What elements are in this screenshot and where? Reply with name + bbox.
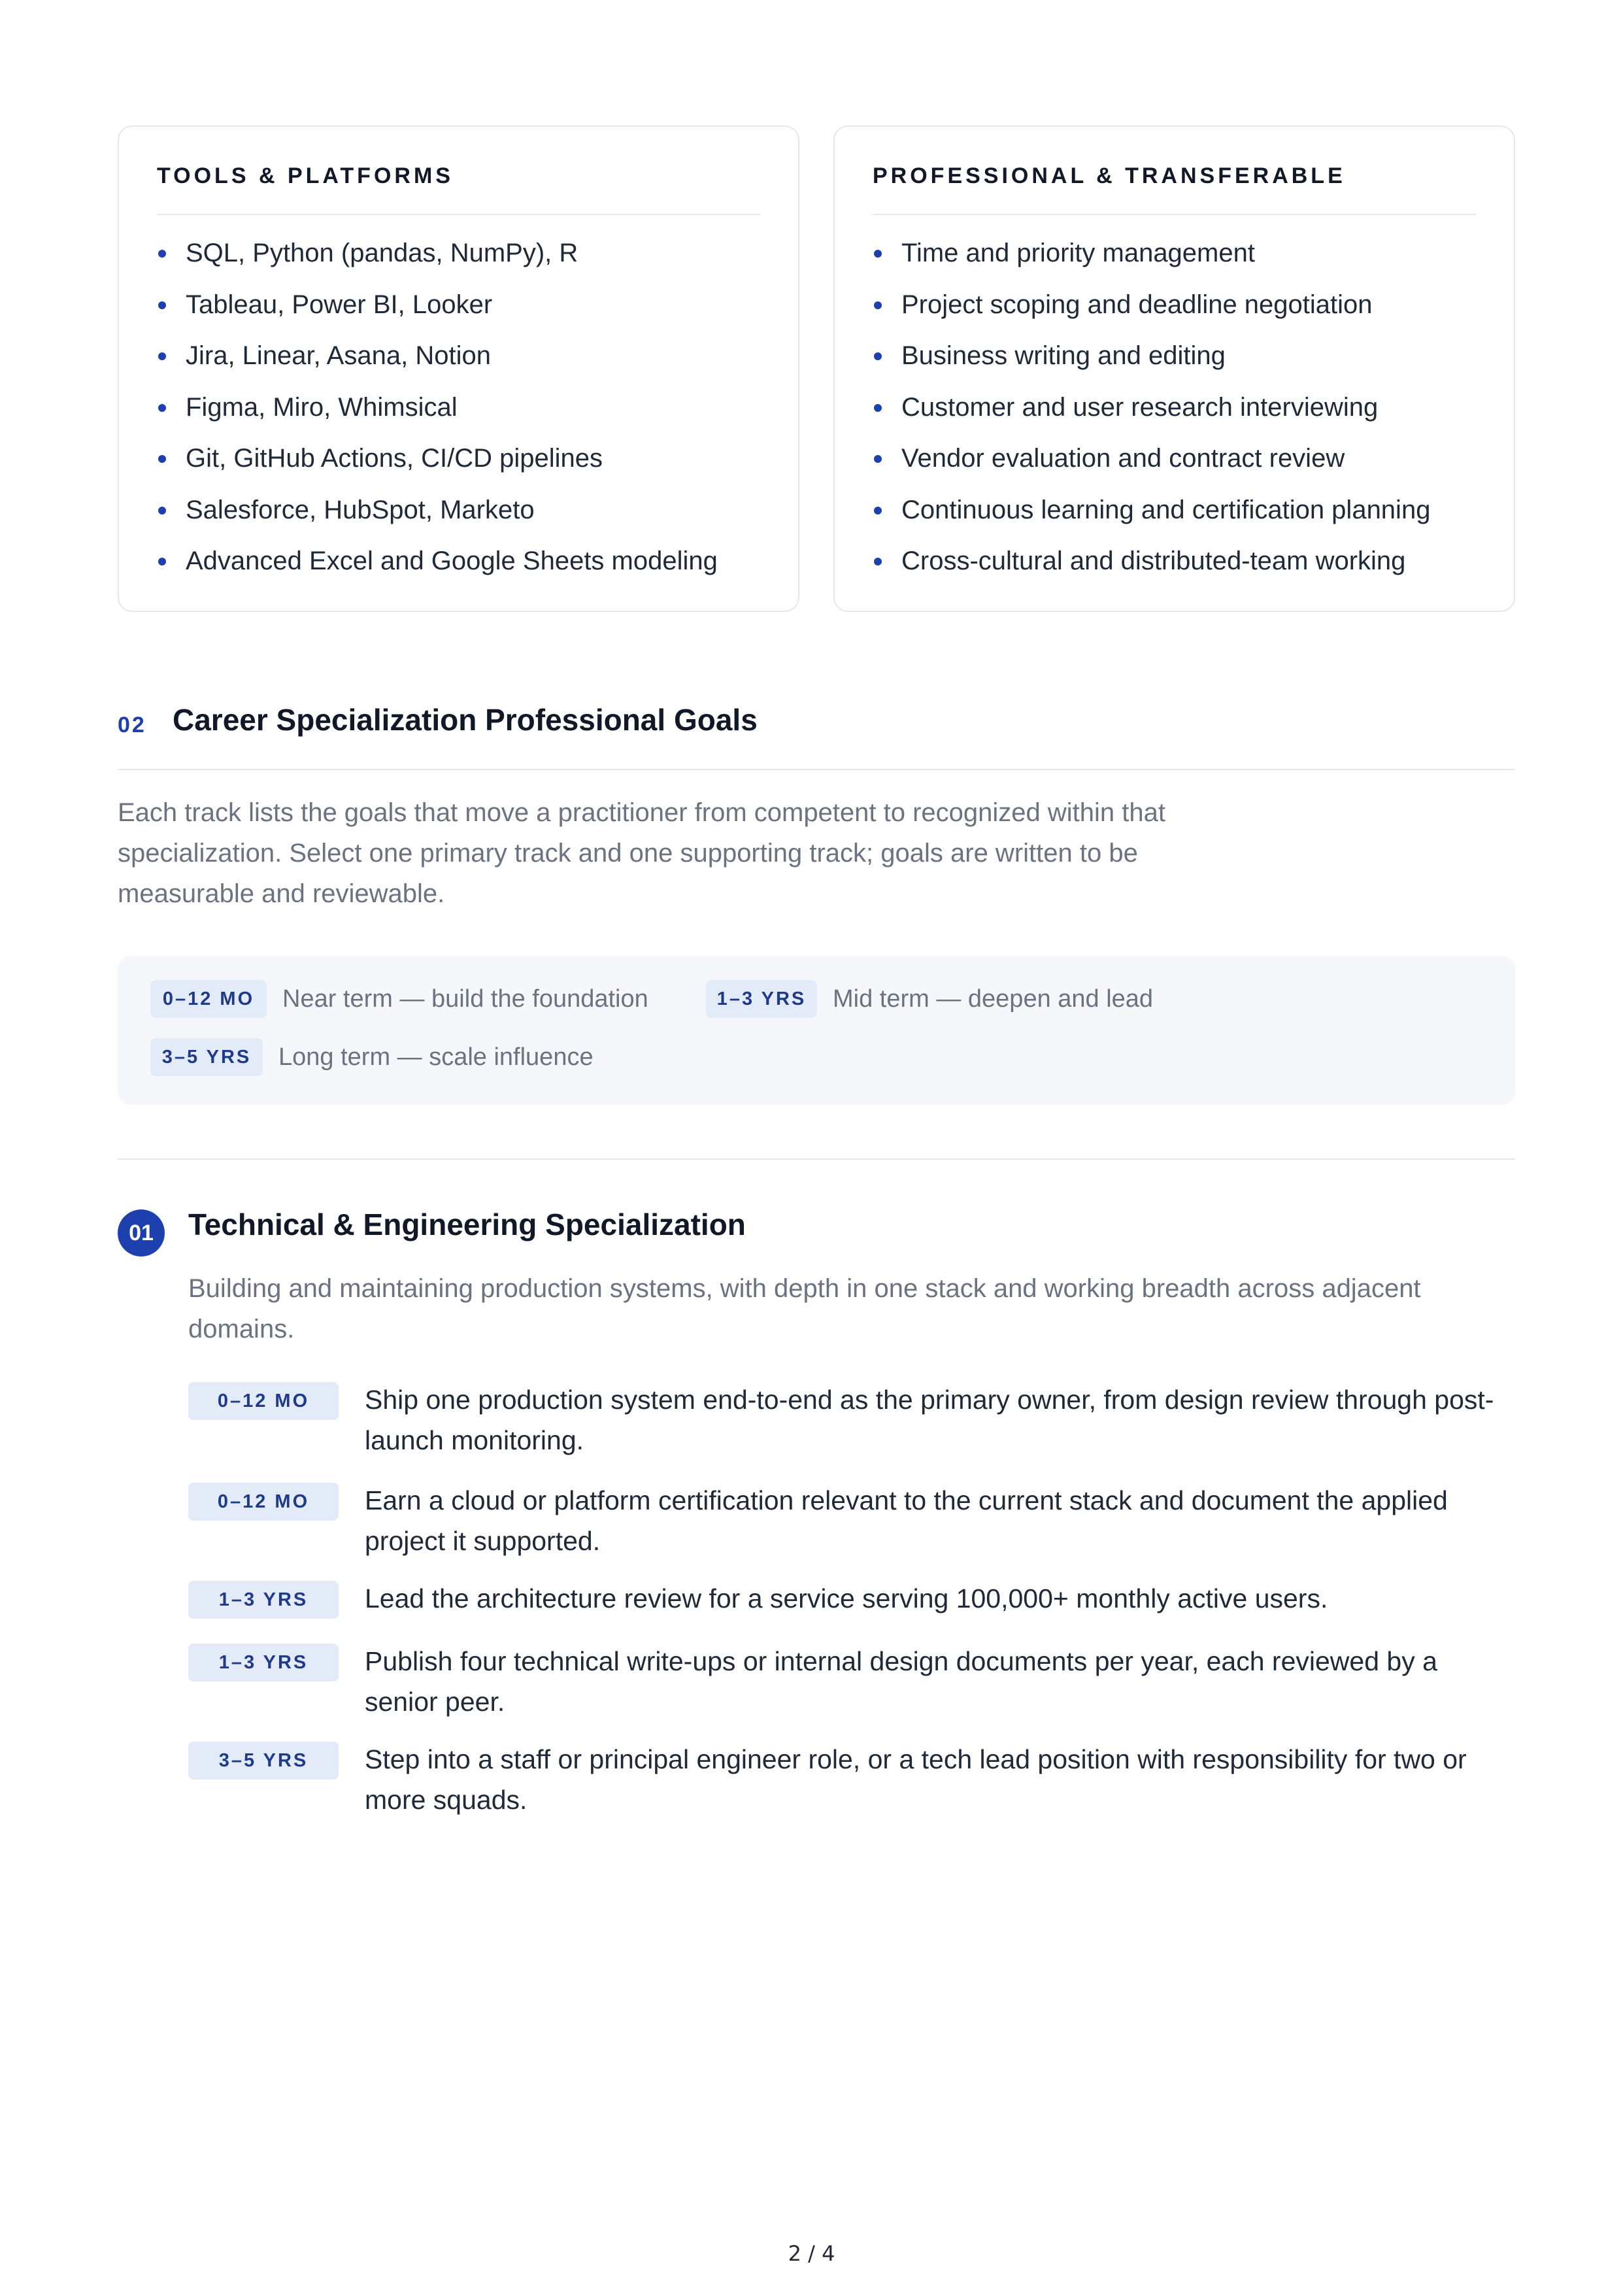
- legend-text: Long term — scale influence: [278, 1043, 594, 1071]
- legend-item: [706, 980, 1153, 1018]
- skill-cards: [118, 126, 1515, 613]
- bullet-icon: [158, 404, 166, 412]
- horizon-chip: 0–12 MO: [150, 980, 267, 1018]
- list-item: Salesforce, HubSpot, Marketo: [157, 490, 760, 542]
- timeline-legend: [118, 956, 1515, 1105]
- list-item: Jira, Linear, Asana, Notion: [157, 336, 760, 388]
- track-title: Technical & Engineering Specialization: [188, 1207, 746, 1241]
- track-number-badge: 01: [118, 1209, 165, 1257]
- horizon-chip: 1–3 YRS: [188, 1644, 339, 1681]
- divider: [118, 1158, 1515, 1160]
- list-item: Continuous learning and certification planning: [873, 490, 1476, 542]
- horizon-chip: 0–12 MO: [188, 1382, 339, 1420]
- list-item: Project scoping and deadline negotiation: [873, 285, 1476, 337]
- list-item: SQL, Python (pandas, NumPy), R: [157, 233, 760, 285]
- legend-item: [150, 1038, 594, 1076]
- bullet-icon: [874, 404, 882, 412]
- card-title: TOOLS & PLATFORMS: [157, 163, 760, 215]
- list-item: Vendor evaluation and contract review: [873, 439, 1476, 490]
- tools-card: [118, 126, 799, 612]
- bullet-icon: [158, 301, 166, 309]
- list-item: Business writing and editing: [873, 336, 1476, 388]
- bullet-icon: [158, 250, 166, 258]
- card-title: PROFESSIONAL & TRANSFERABLE: [873, 163, 1476, 215]
- bullet-icon: [874, 507, 882, 515]
- section-number: 02: [118, 713, 146, 737]
- section-title: Career Specialization Professional Goals: [173, 703, 758, 737]
- horizon-chip: 0–12 MO: [188, 1483, 339, 1521]
- professional-card: [833, 126, 1515, 612]
- bullet-icon: [874, 250, 882, 258]
- section-intro: Each track lists the goals that move a practitioner from competent to recognized within that specialization. Select one primary track and one supporting track; goals are written to be measurable and reviewable.: [118, 798, 1166, 908]
- bullet-icon: [158, 455, 166, 463]
- legend-item: [150, 980, 648, 1018]
- goal-text: Publish four technical write-ups or internal design documents per year, each reviewed by a senior peer.: [365, 1646, 1437, 1717]
- goal-text: Step into a staff or principal engineer role, or a tech lead position with responsibility for two or more squads.: [365, 1744, 1467, 1815]
- list-item: Tableau, Power BI, Looker: [157, 285, 760, 337]
- bullet-icon: [874, 455, 882, 463]
- bullet-icon: [874, 301, 882, 309]
- bullet-icon: [158, 352, 166, 360]
- horizon-chip: 3–5 YRS: [150, 1038, 263, 1076]
- list-item: Customer and user research interviewing: [873, 388, 1476, 439]
- legend-text: Near term — build the foundation: [282, 985, 648, 1013]
- track-description: Building and maintaining production systems, with depth in one stack and working breadth across adjacent domains.: [188, 1274, 1421, 1343]
- bullet-icon: [874, 352, 882, 360]
- tools-list: [157, 233, 760, 593]
- section-header: [118, 700, 1515, 770]
- horizon-chip: 1–3 YRS: [188, 1581, 339, 1619]
- bullet-icon: [874, 558, 882, 566]
- list-item: Git, GitHub Actions, CI/CD pipelines: [157, 439, 760, 490]
- list-item: Cross-cultural and distributed-team working: [873, 541, 1476, 593]
- bullet-icon: [158, 507, 166, 515]
- goal-text: Earn a cloud or platform certification relevant to the current stack and document the applied project it supported.: [365, 1485, 1448, 1556]
- horizon-chip: 3–5 YRS: [188, 1742, 339, 1780]
- legend-text: Mid term — deepen and lead: [833, 985, 1154, 1013]
- list-item: Time and priority management: [873, 233, 1476, 285]
- list-item: Figma, Miro, Whimsical: [157, 388, 760, 439]
- bullet-icon: [158, 558, 166, 566]
- horizon-chip: 1–3 YRS: [706, 980, 817, 1018]
- professional-list: [873, 233, 1476, 593]
- page-number: 2 / 4: [788, 2241, 835, 2266]
- list-item: Advanced Excel and Google Sheets modeling: [157, 541, 760, 593]
- goal-text: Ship one production system end-to-end as the primary owner, from design review through post-launch monitoring.: [365, 1385, 1494, 1455]
- goal-text: Lead the architecture review for a service serving 100,000+ monthly active users.: [365, 1583, 1328, 1613]
